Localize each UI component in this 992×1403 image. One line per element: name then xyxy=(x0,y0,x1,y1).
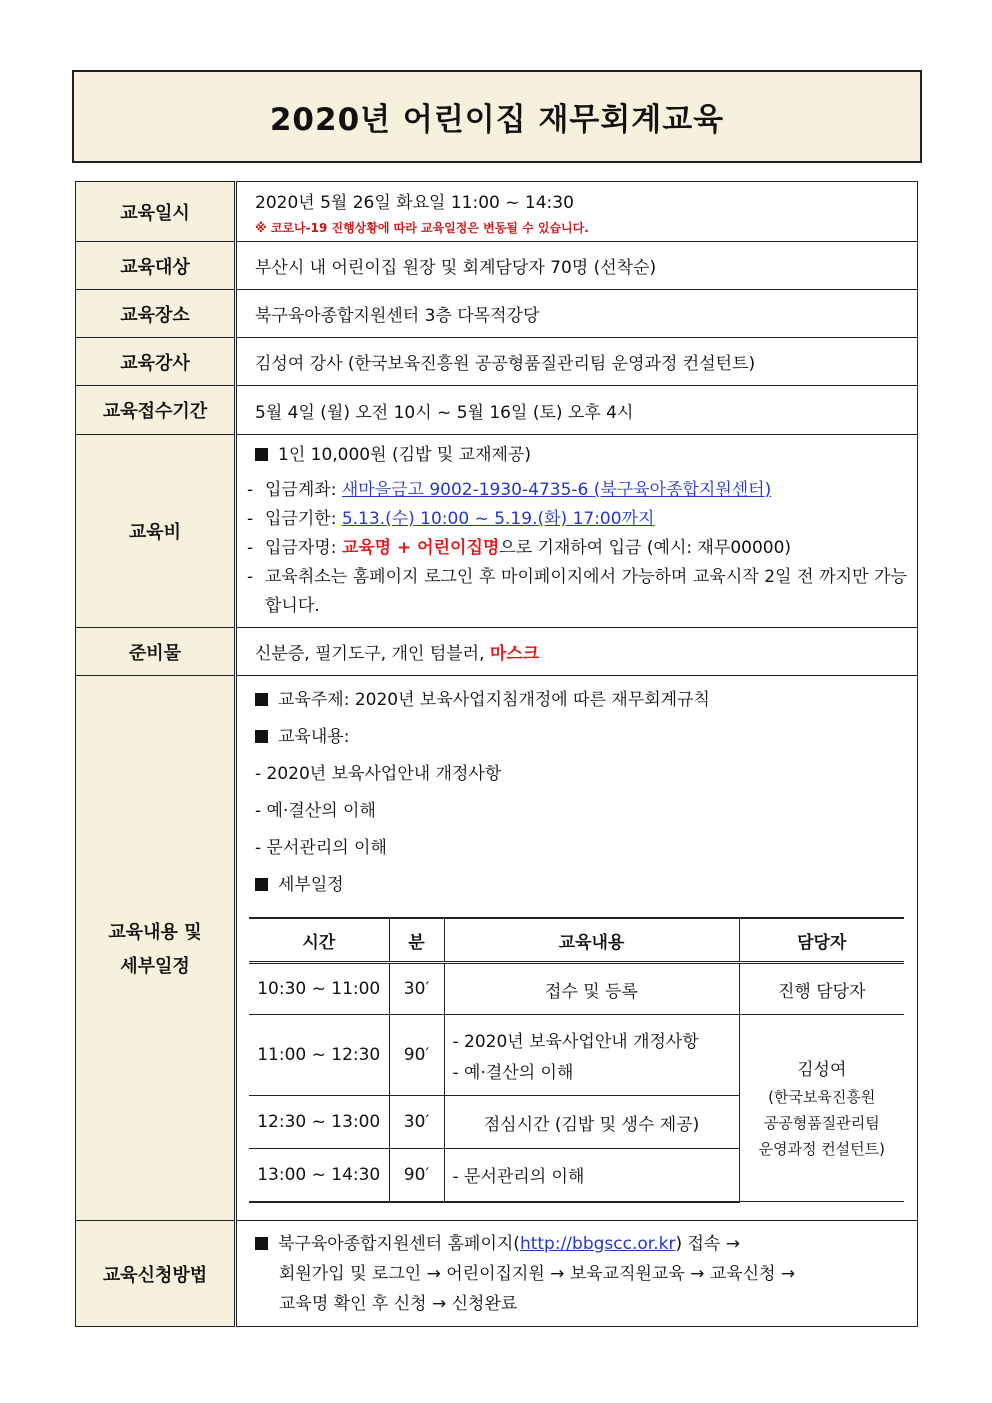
row-supplies xyxy=(76,628,918,676)
apply-line-2: 회원가입 및 로그인 → 어린이집지원 → 보육교직원교육 → 교육신청 → xyxy=(279,1263,796,1284)
supplies-mask: 마스크 xyxy=(489,644,540,664)
schedule-change-note: ※ 코로나-19 진행상황에 따라 교육일정은 변동될 수 있습니다. xyxy=(255,220,589,235)
account-link[interactable]: 새마을금고 9002-1930-4735-6 (북구육아종합지원센터) xyxy=(341,480,772,500)
content-heading: 교육내용: xyxy=(255,719,907,756)
label-supplies: 준비물 xyxy=(76,628,236,676)
bullet-square-icon xyxy=(255,730,268,743)
table-row: 11:00 ~ 12:30 90′ - 2020년 보육사업안내 개정사항 - 예·결산의 이해 김성여 (한국보육진흥원 공공형품질관리팀 운영과정 컨설턴트) xyxy=(249,1015,904,1096)
person-cell: 진행 담당자 xyxy=(739,963,904,1015)
homepage-link[interactable]: http://bbgscc.or.kr xyxy=(519,1233,676,1254)
content-item: - 2020년 보육사업안내 개정사항 xyxy=(255,764,502,784)
label-cost: 교육비 xyxy=(76,435,236,628)
content-item: - 예·결산의 이해 xyxy=(255,801,376,821)
label-content: 교육내용 및 세부일정 xyxy=(76,676,236,1221)
cost-headline: 1인 10,000원 (김밥 및 교재제공) xyxy=(247,441,907,470)
label-date: 교육일시 xyxy=(76,182,236,242)
bullet-square-icon xyxy=(255,693,268,706)
label-target: 교육대상 xyxy=(76,242,236,290)
page-title: 2020년 어린이집 재무회계교육 xyxy=(269,102,725,138)
label-apply: 교육신청방법 xyxy=(76,1221,236,1327)
place-value: 북구육아종합지원센터 3층 다목적강당 xyxy=(236,290,918,338)
row-apply xyxy=(76,1221,918,1327)
content-item: - 문서관리의 이해 xyxy=(255,838,387,858)
schedule-heading: 세부일정 xyxy=(255,867,907,904)
account-line: - 입금계좌: 새마을금고 9002-1930-4735-6 (북구육아종합지원센터) xyxy=(247,480,772,500)
date-value: 2020년 5월 26일 화요일 11:00 ~ 14:30 xyxy=(255,192,574,213)
depositor-line: - 입금자명: 교육명 + 어린이집명으로 기재하여 입금 (예시: 재무00000) xyxy=(247,538,792,558)
table-row: 10:30 ~ 11:00 30′ 접수 및 등록 진행 담당자 xyxy=(249,963,904,1015)
row-content xyxy=(76,676,918,1221)
deadline-line: - 입금기한: 5.13.(수) 10:00 ~ 5.19.(화) 17:00까지 xyxy=(247,509,655,529)
header-content: 교육내용 xyxy=(444,918,739,963)
header-person: 담당자 xyxy=(739,918,904,963)
supplies-value: 신분증, 필기도구, 개인 텀블러, xyxy=(255,644,490,664)
bullet-square-icon xyxy=(255,1237,268,1250)
header-time: 시간 xyxy=(249,918,389,963)
reception-value: 5월 4일 (월) 오전 10시 ~ 5월 16일 (토) 오후 4시 xyxy=(236,386,918,435)
schedule-table xyxy=(249,917,904,1203)
row-cost xyxy=(76,435,918,628)
schedule-header-row xyxy=(249,918,904,963)
header-minutes: 분 xyxy=(389,918,444,963)
label-place: 교육장소 xyxy=(76,290,236,338)
cancel-line: - 교육취소는 홈페이지 로그인 후 마이페이지에서 가능하며 교육시작 2일 전 까지만 가능합니다. xyxy=(247,567,907,616)
bullet-square-icon xyxy=(255,878,268,891)
row-date xyxy=(76,182,918,242)
apply-line-3: 교육명 확인 후 신청 → 신청완료 xyxy=(279,1293,518,1314)
table-row: 13:00 ~ 14:30 90′ - 문서관리의 이해 xyxy=(249,1149,904,1202)
lecturer-cell: 김성여 (한국보육진흥원 공공형품질관리팀 운영과정 컨설턴트) xyxy=(739,1015,904,1202)
row-place xyxy=(76,290,918,338)
row-lecturer xyxy=(76,338,918,386)
row-reception xyxy=(76,386,918,435)
topic-line: 교육주제: 2020년 보육사업지침개정에 따른 재무회계규칙 xyxy=(255,682,907,719)
lecturer-value: 김성여 강사 (한국보육진흥원 공공형품질관리팀 운영과정 컨설턴트) xyxy=(236,338,918,386)
label-lecturer: 교육강사 xyxy=(76,338,236,386)
apply-line-1: 북구육아종합지원센터 홈페이지(http://bbgscc.or.kr) 접속 → xyxy=(255,1229,907,1259)
info-table xyxy=(75,181,918,1327)
row-target xyxy=(76,242,918,290)
title-box xyxy=(72,70,922,163)
deadline-value: 5.13.(수) 10:00 ~ 5.19.(화) 17:00까지 xyxy=(341,509,655,529)
table-row: 12:30 ~ 13:00 30′ 점심시간 (김밥 및 생수 제공) xyxy=(249,1096,904,1149)
depositor-red: 교육명 + 어린이집명 xyxy=(341,538,500,558)
label-reception: 교육접수기간 xyxy=(76,386,236,435)
target-value: 부산시 내 어린이집 원장 및 회계담당자 70명 (선착순) xyxy=(236,242,918,290)
bullet-square-icon xyxy=(255,448,268,461)
